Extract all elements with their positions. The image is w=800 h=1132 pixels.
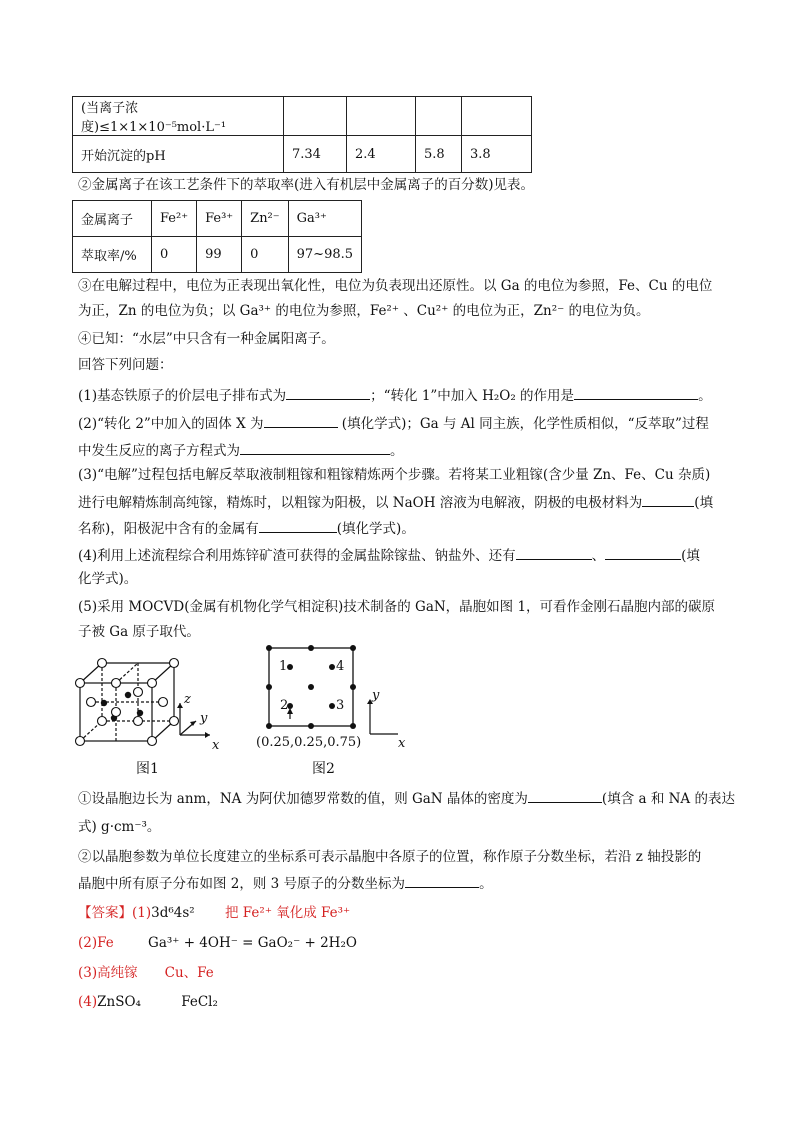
- question-2-line-2: [78, 440, 404, 460]
- fig2-axis-x-label: x: [398, 736, 406, 751]
- table1-cell: 3.8: [462, 136, 532, 173]
- answer-1-role: 把 Fe²⁺ 氧化成 Fe³⁺: [225, 905, 351, 921]
- fig2-axis-y-label: y: [372, 688, 380, 703]
- q3-blank-2: [259, 518, 337, 533]
- figure-2-caption: 图2: [312, 761, 335, 777]
- q1-text-c: 。: [698, 388, 712, 404]
- note-3-line-1: ③在电解过程中，电位为正表现出氧化性，电位为负表现出还原性。以 Ga 的电位为参照，Fe、Cu 的电位: [78, 278, 713, 294]
- q1-blank-1: [286, 385, 370, 400]
- question-3-line-3: [78, 518, 415, 538]
- note-3-line-2: 为正，Zn 的电位为负；以 Ga³⁺ 的电位为参照，Fe²⁺ 、Cu²⁺ 的电位为正，Zn²⁻ 的电位为负。: [78, 303, 650, 319]
- answer-1-number: (1): [132, 905, 152, 921]
- fig2-label-4: 4: [336, 659, 345, 674]
- figure-1-unit-cell: [70, 655, 230, 755]
- q4-sep: 、: [591, 548, 606, 564]
- answer-2: [78, 934, 357, 952]
- table1-cell: 7.34: [284, 136, 347, 173]
- question-2-line-1: [78, 413, 709, 433]
- answer-4-salt-a: ZnSO₄: [97, 994, 141, 1010]
- answer-2-solid: (2)Fe: [78, 935, 114, 951]
- fig2-coordinate-label: (0.25,0.25,0.75): [256, 735, 362, 750]
- table2-header: Ga³⁺: [288, 201, 361, 237]
- question-5-line-1: (5)采用 MOCVD(金属有机物化学气相淀积)技术制备的 GaN，晶胞如图 1，可看作金刚石晶胞内部的碳原: [78, 599, 716, 615]
- sub1-text-b: (填含 a 和 NA 的表达: [601, 791, 735, 807]
- answer-4-salt-b: FeCl₂: [181, 994, 218, 1010]
- q4-blank-1: [516, 545, 592, 560]
- note-2: ②金属离子在该工艺条件下的萃取率(进入有机层中金属离子的百分数)见表。: [78, 177, 535, 193]
- q2-text-a: (2)“转化 2”中加入的固体 X 为: [78, 416, 264, 432]
- q1-text-a: (1)基态铁原子的价层电子排布式为: [78, 388, 287, 404]
- sub1-blank: [528, 788, 602, 803]
- q4-blank-2: [605, 545, 681, 560]
- q4-text-b: (填: [681, 548, 700, 564]
- q3-text-2a: 进行电解精炼制高纯镓，精炼时，以粗镓为阳极，以 NaOH 溶液为电解液，阴极的电极材料为: [78, 495, 643, 511]
- q2-blank-1: [264, 413, 338, 428]
- fig1-axis-x-label: x: [212, 738, 220, 753]
- precipitation-ph-table: [72, 96, 532, 173]
- table1-cell: 2.4: [347, 136, 416, 173]
- q2-text-d: 。: [390, 443, 404, 459]
- table2-header: 金属离子: [73, 201, 152, 237]
- table2-header: Fe³⁺: [197, 201, 242, 237]
- fig2-label-3: 3: [336, 698, 345, 713]
- answer-1: [78, 904, 350, 922]
- sub2-blank: [405, 873, 479, 888]
- table2-cell: 0: [152, 237, 197, 273]
- table1-row2-label: 开始沉淀的pH: [73, 136, 284, 173]
- question-4-line-2: 化学式)。: [78, 571, 138, 587]
- sub2-text-2b: 。: [479, 876, 493, 892]
- note-4: ④已知：“水层”中只含有一种金属阳离子。: [78, 331, 335, 347]
- q2-blank-2: [240, 440, 390, 455]
- fig2-label-2: 2: [280, 698, 289, 713]
- answer-2-equation: Ga³⁺ + 4OH⁻ = GaO₂⁻ + 2H₂O: [148, 935, 357, 951]
- fig1-axis-y-label: y: [200, 711, 208, 726]
- question-3-line-1: (3)“电解”过程包括电解反萃取液制粗镓和粗镓精炼两个步骤。若将某工业粗镓(含少量 Zn、Fe、Cu 杂质): [78, 467, 711, 483]
- q1-text-b: ；“转化 1”中加入 H₂O₂ 的作用是: [370, 388, 575, 404]
- table2-cell: 99: [197, 237, 242, 273]
- q1-blank-2: [574, 385, 698, 400]
- q3-text-3b: (填化学式)。: [336, 521, 415, 537]
- sub-question-1-line-2: 式) g·cm⁻³。: [78, 819, 161, 835]
- answer-3: (3)高纯镓 Cu、Fe: [78, 965, 214, 981]
- sub-question-2-line-1: ②以晶胞参数为单位长度建立的坐标系可表示晶胞中各原子的位置，称作原子分数坐标，若沿 z 轴投影的: [78, 849, 702, 865]
- question-5-line-2: 子被 Ga 原子取代。: [78, 624, 200, 640]
- fig1-axis-z-label: z: [184, 692, 191, 707]
- answer-label: 【答案】: [78, 905, 132, 921]
- q2-text-b: (填化学式)；Ga 与 Al 同主族，化学性质相似，“反萃取”过程: [341, 416, 709, 432]
- figure-1-caption: 图1: [136, 761, 159, 777]
- answer-4-number: (4): [78, 994, 98, 1010]
- sub1-text-a: ①设晶胞边长为 anm，NA 为阿伏加德罗常数的值，则 GaN 晶体的密度为: [78, 791, 528, 807]
- table1-row1-label: (当离子浓度)≤1×1×10⁻⁵mol·L⁻¹: [73, 97, 284, 136]
- fig2-label-1: 1: [279, 659, 288, 674]
- q3-text-2b: (填: [694, 495, 714, 511]
- q3-text-3a: 名称)，阳极泥中含有的金属有: [78, 521, 259, 537]
- table2-header: Fe²⁺: [152, 201, 197, 237]
- q4-text-a: (4)利用上述流程综合利用炼锌矿渣可获得的金属盐除镓盐、钠盐外、还有: [78, 548, 516, 564]
- answer-1-config: 3d⁶4s²: [151, 905, 195, 921]
- table2-cell: 0: [242, 237, 288, 273]
- extraction-rate-table: [72, 200, 362, 273]
- question-3-line-2: [78, 492, 713, 512]
- question-1: [78, 385, 712, 405]
- answer-intro: 回答下列问题：: [78, 357, 173, 373]
- table2-row-label: 萃取率/%: [73, 237, 152, 273]
- q2-text-c: 中发生反应的离子方程式为: [78, 443, 240, 459]
- sub2-text-2a: 晶胞中所有原子分布如图 2，则 3 号原子的分数坐标为: [78, 876, 406, 892]
- sub-question-1-line-1: [78, 788, 735, 808]
- table2-header: Zn²⁻: [242, 201, 288, 237]
- table1-cell: 5.8: [416, 136, 462, 173]
- table2-cell: 97~98.5: [288, 237, 361, 273]
- question-4-line-1: [78, 545, 700, 565]
- sub-question-2-line-2: [78, 873, 493, 893]
- q3-blank-1: [642, 492, 694, 507]
- answer-4: [78, 993, 218, 1011]
